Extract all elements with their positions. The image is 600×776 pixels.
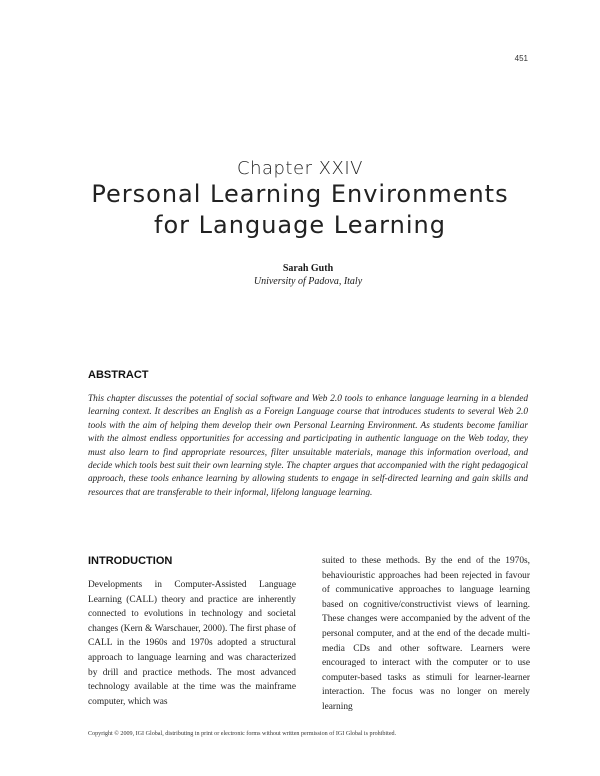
chapter-title-line-1: Personal Learning Environments: [91, 180, 509, 208]
abstract-heading: ABSTRACT: [88, 369, 149, 381]
introduction-paragraph-left: Developments in Computer-Assisted Language Learning (CALL) theory and practice are inherently connected to evolutions in technology and societal changes (Kern & Warschauer, 2000). The first phase of CALL in the 1960s and 1970s adopted a structural approach to language learning and was characterized by drill and practice methods. The most advanced technology available at the time was the mainframe computer, which was: [88, 580, 296, 707]
abstract-text: This chapter discusses the potential of social software and Web 2.0 tools to enhance language learning in a blended learning context. It describes an English as a Foreign Language course that introduces students to several Web 2.0 tools with the aim of helping them develop their own Personal Learning Environment. As students become familiar with the almost endless opportunities for accessing and participating in authentic language on the Web today, they must also learn to find appropriate resources, filter unsuitable materials, manage this information overload, and decide which tools best suit their own learning style. The chapter argues that accompanied with the right pedagogical approach, these tools enhance learning by allowing students to engage in self-directed learning and gain skills and resources that are transferable to their informal, lifelong language learning.: [88, 394, 528, 498]
introduction-left-column: [88, 578, 296, 709]
chapter-title: [0, 179, 600, 241]
introduction-heading: INTRODUCTION: [88, 555, 173, 567]
copyright-notice: Copyright © 2009, IGI Global, distributing in print or electronic forms without written permission of IGI Global is prohibited.: [88, 731, 397, 737]
page-number: 451: [514, 54, 528, 63]
author-name: Sarah Guth: [282, 263, 334, 274]
introduction-right-column: [322, 554, 530, 715]
chapter-title-line-2: for Language Learning: [154, 211, 446, 239]
author-affiliation: University of Padova, Italy: [253, 276, 363, 287]
introduction-paragraph-right: suited to these methods. By the end of the 1970s, behaviouristic approaches had been rejected in favour of communicative approaches to language learning based on cognitive/constructivist views of learning. These changes were accompanied by the advent of the personal computer, and at the end of the decade multi-media CDs and other software. Learners were encouraged to interact with the computer or to use computer-based tasks as stimuli for learner-learner interaction. The focus was no longer on merely learning: [322, 556, 530, 712]
chapter-label: Chapter XXIV: [237, 158, 363, 179]
